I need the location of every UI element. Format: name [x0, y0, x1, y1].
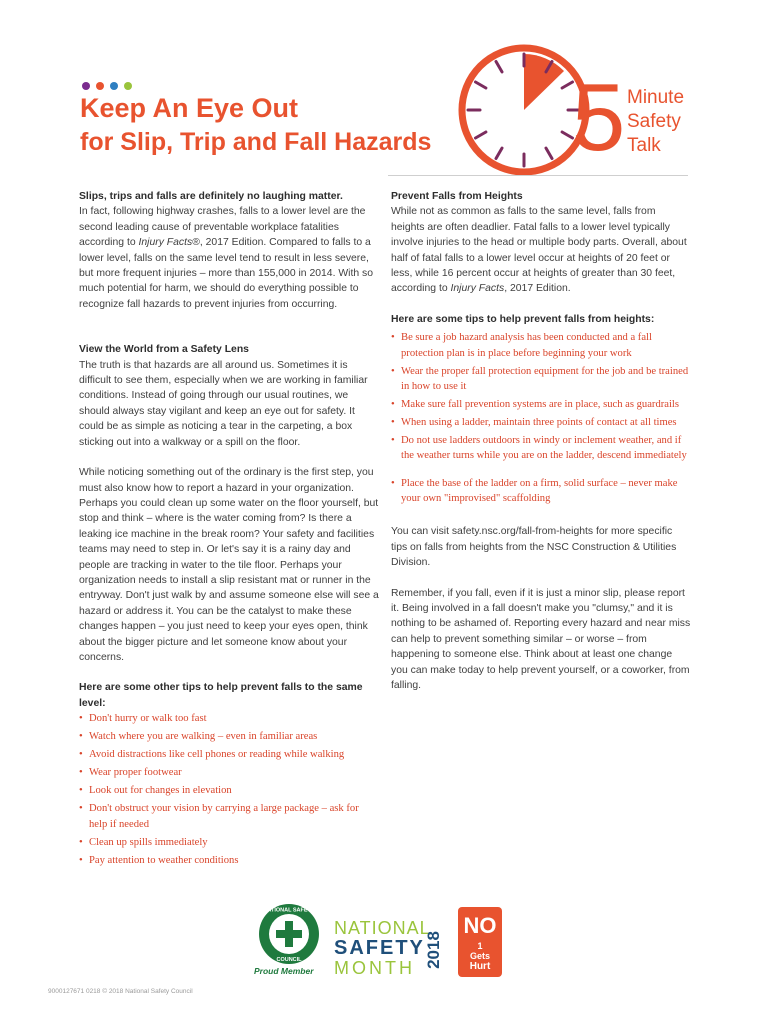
intro-heading: Slips, trips and falls are definitely no laughing matter. [79, 191, 343, 202]
svg-text:COUNCIL: COUNCIL [276, 957, 302, 963]
list-item: • Don't hurry or walk too fast [79, 711, 379, 726]
list-item: • Wear proper footwear [79, 765, 379, 780]
list-item: • When using a ladder, maintain three points of contact at all times [391, 415, 691, 430]
safety-lens-paragraph-2: While noticing something out of the ordinary is the first step, you must also know how to report a hazard in your organization. Perhaps you could clean up some water on the floor yourself, but stop and think – where is the water coming from? Is there a leaking ice machine in the break room? Your safety and facilities teams may need to step in. Or let's say it is a rainy day and people are tracking in water to the tile floor. Perhaps your organization needs to install a slip resistant mat or runner in the entryway. Don't just walk by and assume someone else will see a hazard or address it. You can be the catalyst to make these changes happen – you just need to keep your eyes open, think about the bigger picture and let someone know about your concerns. [79, 467, 379, 663]
right-column [391, 189, 691, 708]
badge-no: NO [463, 913, 497, 938]
intro-paragraph: In fact, following highway crashes, falls to a lower level are the second leading cause of preventable workplace fatalities according to Injury Facts®, 2017 Edition. Compared to falls to a lower level, falls on the same level tend to result in less severe, but more frequent injuries – more than 155,000 in 2014. With so much potential for harm, we should do everything possible to recognize fall hazards to prevent injuries from occurring. [79, 206, 373, 310]
list-item: • Be sure a job hazard analysis has been conducted and a fall protection plan is in place before beginning your work [391, 330, 691, 361]
left-column [79, 189, 379, 871]
nsm-safety: SAFETY [334, 937, 425, 959]
heights-heading: Prevent Falls from Heights [391, 191, 523, 202]
list-item: • Don't obstruct your vision by carrying a large package – ask for help if needed [79, 801, 379, 832]
visit-paragraph: You can visit safety.nsc.org/fall-from-heights for more specific tips on falls from heights from the NSC Construction & Utilities Division. [391, 526, 677, 569]
list-item: • Clean up spills immediately [79, 835, 379, 850]
no-one-gets-hurt-badge [458, 907, 502, 977]
green-dot [124, 82, 132, 90]
heights-tips-list [391, 330, 691, 506]
proud-member-label: Proud Member [254, 966, 314, 976]
safety-word: Safety [627, 111, 681, 132]
list-item: • Make sure fall prevention systems are in place, such as guardrails [391, 397, 691, 412]
same-level-tips-heading: Here are some other tips to help prevent falls to the same level: [79, 682, 363, 709]
list-item: • Avoid distractions like cell phones or reading while walking [79, 747, 379, 762]
minute-word: Minute [627, 87, 685, 108]
blue-dot [110, 82, 118, 90]
nsm-national: NATIONAL [334, 918, 431, 938]
svg-text:NATIONAL SAFETY: NATIONAL SAFETY [263, 907, 315, 914]
page-title: Keep An Eye Out [80, 93, 299, 123]
five-number: 5 [572, 64, 626, 171]
nsm-year: 2018 [423, 931, 443, 969]
list-item: • Look out for changes in elevation [79, 783, 379, 798]
list-item: • Do not use ladders outdoors in windy or inclement weather, and if the weather turns while you are on the ladder, descend immediately [391, 433, 691, 464]
page-subtitle: for Slip, Trip and Fall Hazards [80, 128, 432, 156]
list-item: • Pay attention to weather conditions [79, 853, 379, 868]
color-dots [82, 82, 132, 90]
footer-copyright: 9000127671 0218 © 2018 National Safety Council [48, 988, 193, 995]
safety-lens-paragraph-1: The truth is that hazards are all around us. Sometimes it is difficult to see them, especially when we are working in familiar conditions. Instead of going through our usual routines, we should always stay vigilant and keep an eye out for safety. It could be as simple as noticing a tear in the carpeting, a box sticking out into a walkway or a spill on the floor. [79, 359, 368, 448]
list-item: • Wear the proper fall protection equipment for the job and be trained in how to use it [391, 364, 691, 395]
purple-dot [82, 82, 90, 90]
national-safety-month-logo [334, 918, 431, 978]
talk-word: Talk [627, 135, 661, 156]
badge-one-gets: 1 Gets [469, 941, 490, 961]
list-item: • Watch where you are walking – even in familiar areas [79, 729, 379, 744]
minute-safety-talk [627, 86, 684, 158]
safety-lens-heading: View the World from a Safety Lens [79, 344, 249, 356]
badge-hurt: Hurt [469, 961, 491, 972]
nsc-seal-icon [256, 903, 322, 965]
same-level-tips-list [79, 711, 379, 868]
orange-dot [96, 82, 104, 90]
header-divider [388, 175, 688, 176]
list-item: • Place the base of the ladder on a firm, solid surface – never make your own "improvised" scaffolding [391, 476, 691, 507]
heights-tips-heading: Here are some tips to help prevent falls from heights: [391, 313, 655, 325]
heights-paragraph: While not as common as falls to the same level, falls from heights are often deadlier. Fatal falls to a lower level typically involve injuries to the head or multiple body parts. Overall, about half of fatal falls to a lower level occur at heights of 20 feet or less, while 16 percent occur at heights of greater than 30 feet, according to Injury Facts, 2017 Edition. [391, 206, 687, 295]
remember-paragraph: Remember, if you fall, even if it is just a minor slip, please report it. Being involved in a fall doesn't make you "clumsy," and it is nothing to be ashamed of. Reporting every hazard and near miss can help to prevent something similar – or worse – from happening to someone else. Think about at least one change you can make today to help prevent yourself, or a coworker, from falling. [391, 587, 691, 691]
nsm-month: MONTH [334, 958, 415, 978]
